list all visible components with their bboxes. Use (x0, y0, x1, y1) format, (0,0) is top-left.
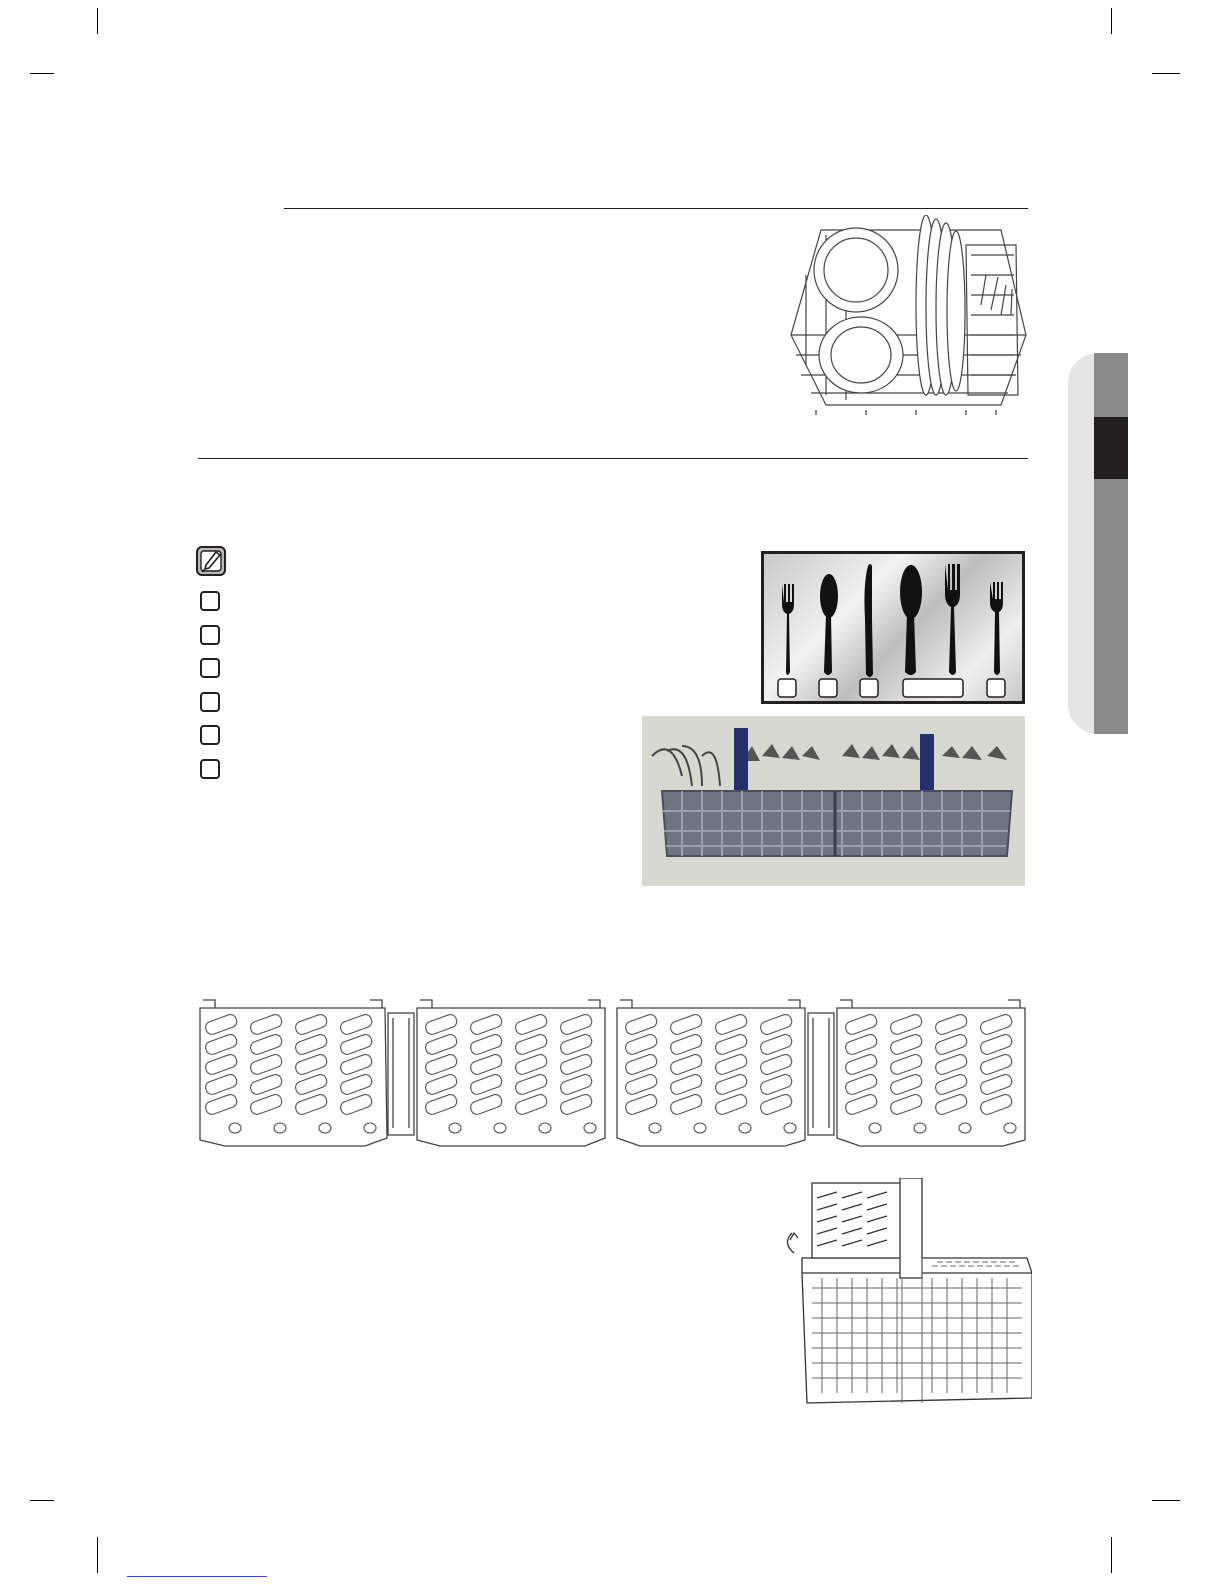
lower-rack-illustration (786, 215, 1031, 415)
crop-mark (1111, 8, 1112, 34)
crop-mark (97, 1537, 98, 1573)
side-tab-mid-top (1094, 353, 1128, 417)
section-divider-top (284, 208, 1028, 209)
step-number-box (200, 725, 220, 745)
section-divider-middle (198, 458, 1028, 459)
basket-photo (642, 716, 1025, 886)
crop-mark (1152, 73, 1180, 74)
side-tab-mid-bottom (1094, 479, 1128, 734)
crop-mark (1111, 1537, 1112, 1573)
side-tab (1068, 353, 1130, 734)
note-pencil-icon (196, 546, 226, 576)
crop-mark (30, 1500, 54, 1501)
crop-mark (30, 73, 54, 74)
side-tab-active (1094, 417, 1128, 479)
step-number-box (200, 658, 220, 678)
crop-mark (97, 8, 98, 34)
basket-open-lid-diagram (782, 1178, 1032, 1410)
utensil-shapes (764, 554, 1022, 701)
crop-mark (1152, 1500, 1180, 1501)
footer-link-underline[interactable] (127, 1576, 267, 1577)
basket-lids-diagram (195, 998, 1030, 1153)
utensil-diagram (761, 551, 1025, 704)
step-number-box (200, 625, 220, 645)
step-number-box (200, 692, 220, 712)
step-number-box (200, 759, 220, 779)
step-number-box (200, 591, 220, 611)
